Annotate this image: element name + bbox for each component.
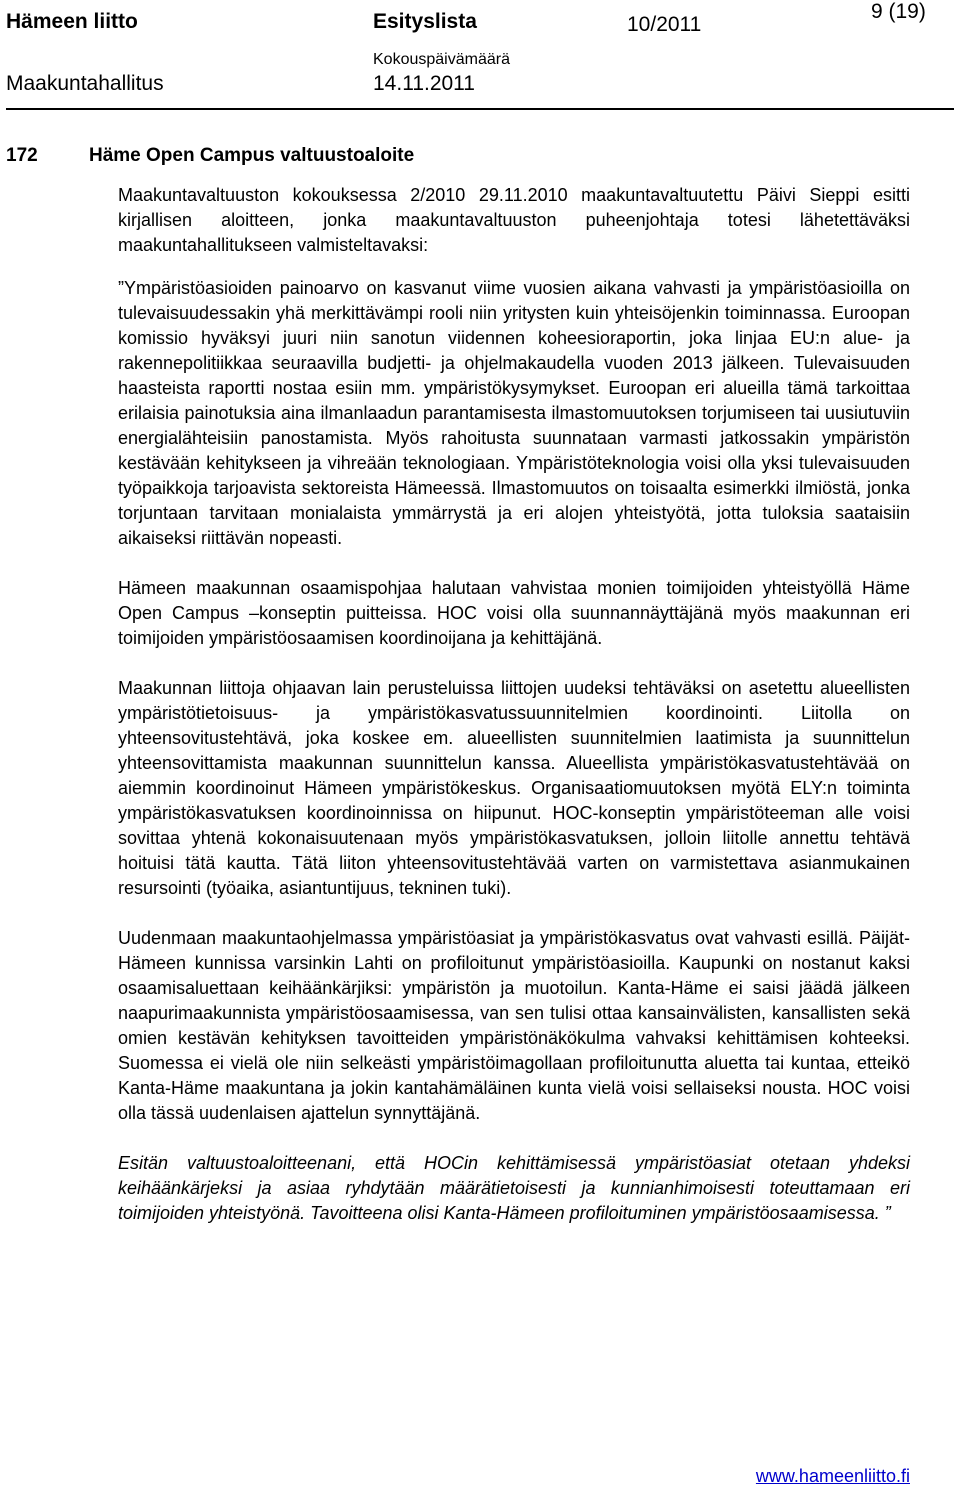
header-meeting-date: 14.11.2011 (373, 72, 475, 95)
header-document-number: 10/2011 (627, 13, 702, 36)
paragraph-maakunnan-liitot: Maakunnan liittoja ohjaavan lain perusteluissa liittojen uudeksi tehtäväksi on asetettu alueellisten ympäristötietoisuus- ja ympäristökasvatussuunnitelmien koordinointi. Liitolla on yhteensovitustehtävä, joka koskee em. alueellisten suunnitelmien laatimista ja suunnittelun yhteensovittamista maakunnan suunnittelun kanssa. Alueellista ympäristökasvatustehtävää on aiemmin koordinoinut Hämeen ympäristökeskus. Organisaatiomuutoksen myötä ELY:n toiminta ympäristökasvatuksen koordinoinnissa on hiipunut. HOC-konseptin ympäristöteeman alle voisi sovittaa yhtenä kokonaisuutenaan myös ympäristökasvatuksen, jolloin liitolle annettu tehtävä hoituisi tätä kautta. Tätä liiton yhteensovitustehtävää varten on varmistettava asianmukainen resursointi (työaika, asiantuntijuus, tekninen tuki). (118, 678, 910, 898)
header-organization: Hämeen liitto (6, 10, 138, 33)
paragraph-intro: Maakuntavaltuuston kokouksessa 2/2010 29.11.2010 maakuntavaltuutettu Päivi Sieppi esitti kirjallisen aloitteen, jonka maakuntavaltuuston puheenjohtaja totesi lähetettäväksi maakuntahallitukseen valmisteltavaksi: (118, 185, 910, 255)
paragraph-uudenmaan: Uudenmaan maakuntaohjelmassa ympäristöasiat ja ympäristökasvatus ovat vahvasti esillä. Päijät-Hämeen kunnissa varsinkin Lahti on profiloitunut ympäristöasioilla. Kaupunki on nostanut kaksi osaamisaluettaan keihäänkärjiksi: ympäristön ja muotoilun. Kanta-Häme ei saisi jäädä jälkeen naapurimaakunnista ympäristöosaamisessa, van sen tulisi ottaa kansainvälisten, kansallisten sekä omien kestävän kehityksen tavoitteiden ympäristönäkökulma vahvaksi kehittämisen kohteeksi. Suomessa ei vielä ole niin selkeästi ympäristöimagollaan profiloitunutta aluetta tai kuntaa, etteikö Kanta-Häme maakuntana ja jokin kantahämäläinen kunta vielä voisi sellaiseksi nousta. HOC voisi olla tässä uudenlaisen ajattelun synnyttäjänä. (118, 928, 910, 1123)
paragraph-osaamispohja: Hämeen maakunnan osaamispohjaa halutaan vahvistaa monien toimijoiden yhteistyöllä Häme Open Campus –konseptin puitteissa. HOC voisi olla suunnannäyttäjänä myös maakunnan eri toimijoiden ympäristöosaamisen koordinoijana ja kehittäjänä. (118, 578, 910, 648)
header-meeting-date-label: Kokouspäivämäärä (373, 51, 510, 68)
footer-website-link[interactable]: www.hameenliitto.fi (755, 1466, 910, 1486)
header-document-type: Esityslista (373, 10, 477, 33)
section-title: Häme Open Campus valtuustoaloite (89, 145, 415, 166)
document-body (118, 183, 910, 1226)
header-divider (6, 108, 954, 110)
section-number: 172 (6, 145, 38, 166)
header-page-number: 9 (19) (871, 0, 926, 23)
paragraph-quote: ”Ympäristöasioiden painoarvo on kasvanut viime vuosien aikana vahvasti ja ympäristöasioilla on tulevaisuudessakin yhä merkittävämpi rooli niin yritysten kuin yhteisöjenkin toiminnassa. Euroopan komissio hyväksyi juuri niin sanotun viidennen koheesioraportin, joka linjaa EU:n alue- ja rakennepolitiikkaa seuraavilla budjetti- ja ohjelmakaudella vuoden 2013 jälkeen. Tulevaisuuden haasteista raportti nostaa esiin mm. ympäristökysymykset. Euroopan eri alueilla tämä tarkoittaa erilaisia painotuksia aina ilmanlaadun parantamisesta ilmastomuutoksen torjumiseen tai uusiutuviin energialähteisiin panostamista. Myös rahoitusta suunnataan varmasti jatkossakin ympäristön kestävään kehitykseen ja vihreään teknologiaan. Ympäristöteknologia voisi olla yksi tulevaisuuden työpaikkoja tarjoavista sektoreista Hämeessä. Ilmastomuutos on toisaalta esimerkki ilmiöstä, jonka torjuntaan tarvitaan monialaista ymmärrystä ja eri alojen yhteistyötä, jotta tuloksia saataisiin aikaiseksi riittävän nopeasti. (118, 278, 910, 548)
header-governing-body: Maakuntahallitus (6, 72, 164, 95)
paragraph-proposal: Esitän valtuustoaloitteenani, että HOCin kehittämisessä ympäristöasiat otetaan yhdeksi keihäänkärjeksi ja asiaa ryhdytään määrätietoisesti ja kunnianhimoisesti toteuttamaan eri toimijoiden yhteistyönä. Tavoitteena olisi Kanta-Hämeen profiloituminen ympäristöosaamisessa. ” (118, 1153, 910, 1223)
